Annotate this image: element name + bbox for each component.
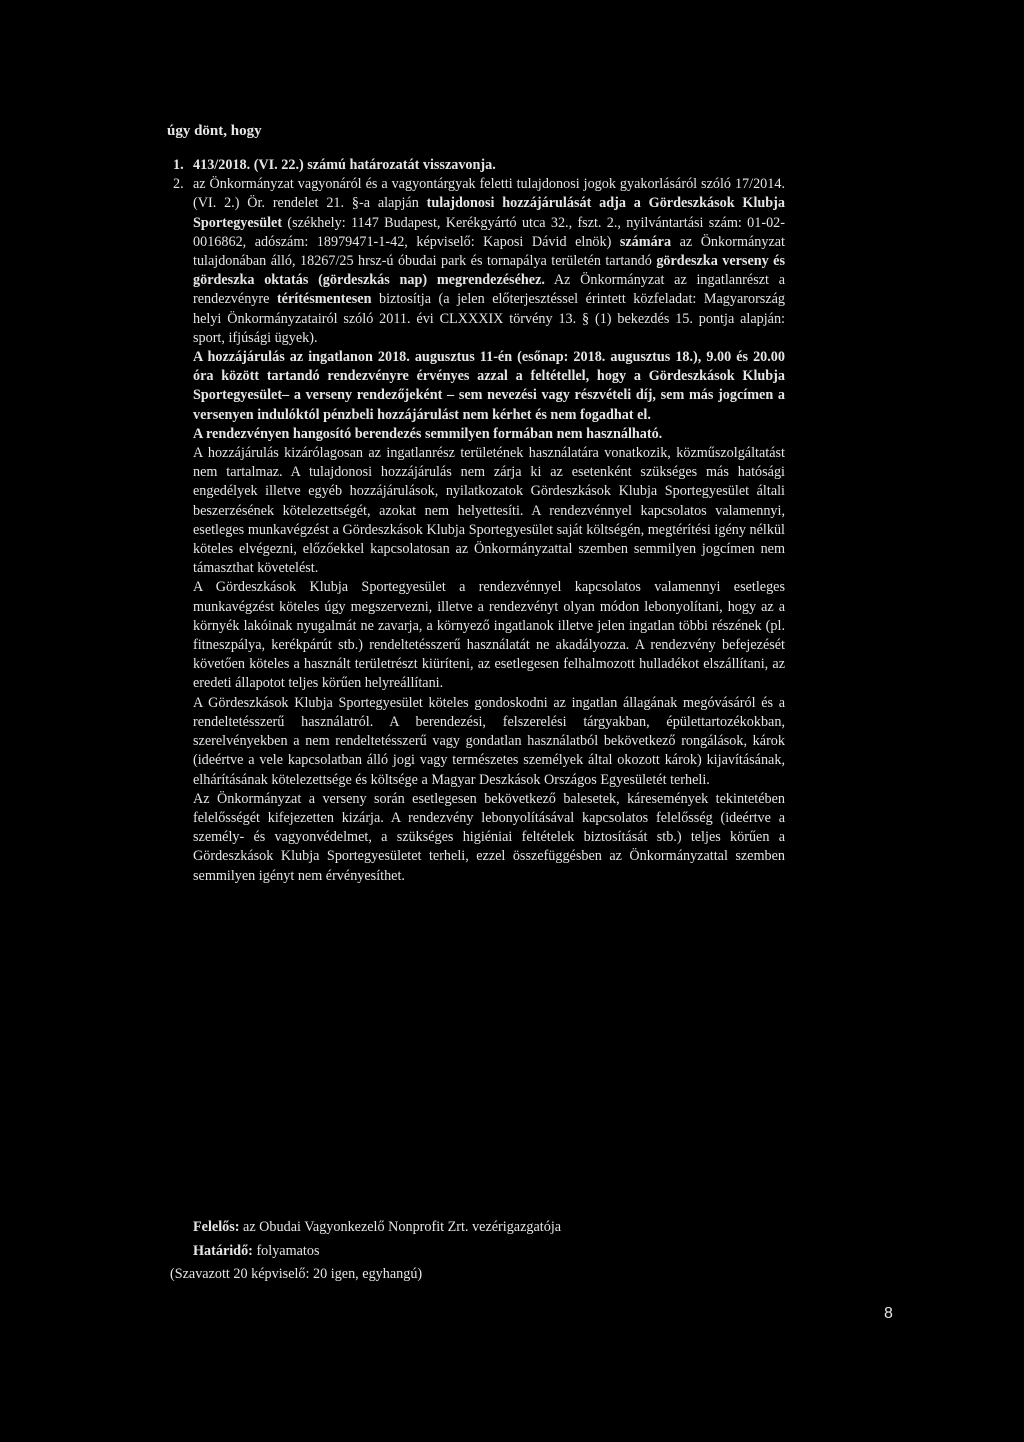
responsible-line	[193, 1218, 561, 1237]
responsible-label: Felelős:	[193, 1219, 240, 1235]
item-number: 2.	[173, 176, 184, 193]
text-run: az Önkormányzat vagyonáról és a vagyontárgyak feletti tulajdonosi jogok gyakorlásáról szóló 17/2014. (VI. 2.) Ör. rendelet 21. §-a alapján	[193, 176, 785, 212]
decision-item-1	[173, 156, 785, 175]
text-run: biztosítja (a jelen előterjesztéssel érintett közfeladat: Magyarország helyi Önkormányzatairól szóló 2011. évi CLXXXIX törvény 13. § (1) bekezdés 15. pontja alapján: sport, ifjúsági ügyek).	[193, 291, 786, 346]
paragraph-liability-property: A Gördeszkások Klubja Sportegyesület köteles gondoskodni az ingatlan állagának megóvásáról és a rendeltetésszerű használatról. A berendezési, felszerelési tárgyakban, épülettartozékokban, szerelvényekben a nem rendeltetésszerű vagy gondatlan használatból bekövetkező rongálások, károk (ideértve a vele kapcsolatban álló jogi vagy természetes személyek által okozott károk) kijavításának, elhárításának kötelezettsége és költsége a Magyar Deszkások Országos Egyesületét terheli.	[193, 694, 785, 788]
paragraph-scope: A hozzájárulás kizárólagosan az ingatlanrész területének használatára vonatkozik, közműszolgáltatást nem tartalmaz. A tulajdonosi hozzájárulás nem zárja ki az esetenként szükséges más hatósági engedélyek illetve egyéb hozzájárulások, nyilatkozatok Gördeszkások Klubja Sportegyesület általi beszerzésének kötelezettségét, azokat nem helyettesíti. A rendezvénnyel kapcsolatos valamennyi, esetleges munkavégzést a Gördeszkások Klubja Sportegyesület saját költségén, megtérítési igény nélkül köteles elvégezni, előzőekkel kapcsolatosan az Önkormányzattal szemben semmilyen jogcímen nem támaszthat követelést.	[193, 445, 785, 577]
deadline-value: folyamatos	[252, 1243, 320, 1259]
vote-result: (Szavazott 20 képviselő: 20 igen, egyhangú)	[170, 1266, 423, 1282]
decision-items	[173, 156, 785, 886]
text-run: (székhely: 1147 Budapest, Kerékgyártó utca 32., fszt. 2., nyilvántartási szám: 01-02-0016862, adószám: 18979471-1-42, képviselő: Kaposi Dávid elnök)	[193, 214, 785, 250]
paragraph-consent	[193, 175, 785, 348]
text-run-bold: számára	[619, 233, 672, 250]
text-run-bold: tulajdonosi hozzájárulását adja a Gördeszkások Klubja Sportegyesület	[193, 195, 785, 231]
item-text: 413/2018. (VI. 22.) számú határozatát visszavonja.	[193, 157, 496, 173]
item-number: 1.	[173, 157, 184, 173]
paragraph-sound-equipment: A rendezvényen hangosító berendezés semmilyen formában nem használható.	[193, 425, 663, 442]
deadline-line	[193, 1242, 320, 1261]
paragraph-validity: A hozzájárulás az ingatlanon 2018. augusztus 11-én (esőnap: 2018. augusztus 18.), 9.00 és 20.00 óra között tartandó rendezvényre érvényes azzal a feltétellel, hogy a Gördeszkások Klubja Sportegyesület– a verseny rendezőjeként – sem nevezési vagy részvételi díj, sem más jogcímen a versenyen indulóktól pénzbeli hozzájárulást nem kérhet és nem fogadhat el.	[193, 349, 785, 423]
responsible-value: az Obudai Vagyonkezelő Nonprofit Zrt. vezérigazgatója	[239, 1219, 562, 1235]
page-number: 8	[884, 1305, 893, 1322]
text-run-bold: térítésmentesen	[276, 291, 372, 308]
deadline-label: Határidő:	[193, 1243, 253, 1259]
paragraph-liability-accidents: Az Önkormányzat a verseny során esetlegesen bekövetkező balesetek, káresemények tekintetében felelősségét kifejezetten kizárja. A rendezvény lebonyolításával kapcsolatos felelősség (ideértve a személy- és vagyonvédelmet, a szükséges higiéniai feltételek biztosítását stb.) teljes körűen a Gördeszkások Klubja Sportegyesületet terheli, ezzel összefüggésben az Önkormányzattal szemben semmilyen igényt nem érvényesíthet.	[193, 790, 785, 884]
decision-heading: úgy dönt, hogy	[167, 123, 262, 139]
text-run: az Önkormányzat tulajdonában álló, 18267/25 hrsz-ú óbudai park és tornapálya területén tartandó	[193, 233, 785, 270]
text-run: Az Önkormányzat az ingatlanrészt a rendezvényre	[193, 272, 785, 308]
decision-item-2	[173, 175, 785, 886]
item-body	[193, 175, 785, 886]
text-run-bold: gördeszka verseny és gördeszka oktatás (gördeszkás nap) megrendezéséhez.	[193, 253, 785, 289]
paragraph-obligations: A Gördeszkások Klubja Sportegyesület a rendezvénnyel kapcsolatos valamennyi esetleges munkavégzést köteles úgy megszervezni, illetve a rendezvényt olyan módon lebonyolítani, hogy az a környék lakóinak nyugalmát ne zavarja, a környező ingatlanok illetve jelen ingatlan többi részének (pl. fitneszpálya, kerékpárút stb.) rendeltetésszerű használatát ne akadályozza. A rendezvény befejezését követően köteles a használt területrészt kiüríteni, az esetlegesen felhalmozott hulladékot elszállítani, az eredeti állapotot teljes körűen helyreállítani.	[193, 579, 785, 692]
